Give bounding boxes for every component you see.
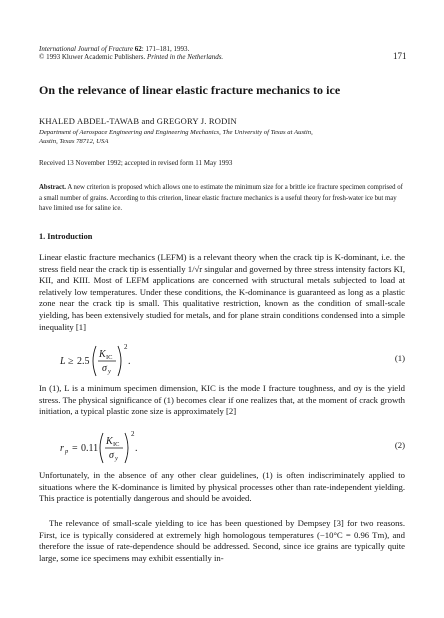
- affiliation-line-1: Department of Aerospace Engineering and Engineering Mechanics, The University of Texas at Austin,: [39, 129, 313, 136]
- author-list: KHALED ABDEL-TAWAB and GREGORY J. RODIN: [39, 116, 237, 126]
- eq2-numerator-sub: IC: [113, 441, 120, 448]
- journal-pages: : 171–181, 1993.: [141, 45, 190, 53]
- section-heading: 1. Introduction: [39, 232, 93, 241]
- equation-1: [0, 339, 444, 379]
- journal-volume: 62: [134, 45, 142, 53]
- eq1-lhs: L: [60, 356, 66, 367]
- copyright-line: [39, 53, 223, 61]
- eq1-numerator: K: [99, 349, 106, 360]
- eq1-denominator: σ: [102, 363, 107, 374]
- affiliation-line-2: Austin, Texas 78712, USA: [39, 138, 109, 145]
- eq2-lhs-sub: p: [65, 448, 69, 455]
- eq2-right-paren: [125, 433, 128, 463]
- article-title: On the relevance of linear elastic fracture mechanics to ice: [39, 83, 341, 97]
- eq2-relation: =: [72, 443, 78, 454]
- eq1-denominator-sub: y: [108, 368, 111, 375]
- eq2-exponent: 2: [131, 430, 135, 438]
- eq1-left-paren: [93, 346, 96, 376]
- paragraph-intro: Linear elastic fracture mechanics (LEFM) is a relevant theory when the crack tip is K-dominant, i.e. the stress field near the crack tip is essentially 1/√r singular and governed by three stress intensity factors KI, KII, and KIII. Most of LEFM applications are concerned with structural metals subjected to load at relatively low temperatures. Under these conditions, the K-dominance is guaranteed as long as a plastic zone near the crack tip is small. This qualitative restriction, known as the condition of small-scale yielding, has been extensively studied for metals, and for plane strain conditions condensed into a simple inequality [1]: [39, 252, 405, 332]
- eq1-exponent: 2: [124, 343, 128, 351]
- paragraph-caution: Unfortunately, in the absence of any other clear guidelines, (1) is often indiscriminately applied to situations where the K-dominance is limited by physical processes other than rate-independent yielding. This practice is potentially dangerous and should be avoided.: [39, 470, 405, 504]
- eq2-denominator-sub: y: [115, 455, 118, 462]
- eq2-lhs: r: [60, 443, 64, 454]
- paragraph-definitions: In (1), L is a minimum specimen dimension, KIC is the mode I fracture toughness, and σy is the yield stress. The physical significance of (1) becomes clear if one realizes that, at the moment of crack growth initiation, a typical plastic zone size is approximately [2]: [39, 383, 405, 417]
- printed-location: Printed in the Netherlands.: [146, 53, 224, 61]
- eq2-numerator: K: [106, 436, 113, 447]
- eq2-denominator: σ: [109, 450, 114, 461]
- equation-2-expression: [58, 426, 188, 466]
- equation-2-number: (2): [394, 440, 405, 450]
- eq1-right-paren: [118, 346, 121, 376]
- eq2-coefficient: 0.11: [81, 443, 99, 454]
- equation-2: [0, 426, 444, 466]
- paragraph-ice-relevance: The relevance of small-scale yielding to ice has been questioned by Dempsey [3] for two reasons. First, ice is typically considered at extremely high homologous temperatures (−10°C = 0.96 Tm), and therefore the issue of rate-dependence should be addressed. Second, since ice grains are typically quite large, some ice specimens may exhibit essentially in-: [39, 518, 405, 563]
- abstract: [39, 183, 405, 215]
- journal-name: International Journal of Fracture: [39, 45, 134, 53]
- abstract-text: A new criterion is proposed which allows one to estimate the minimum size for a brittle ice fracture specimen comprised of a small number of grains. According to this criterion, linear elastic fracture mechanics is a useful theory for fresh-water ice but may have limited use for saline ice.: [39, 184, 403, 212]
- journal-citation: [39, 45, 189, 53]
- equation-1-number: (1): [394, 353, 405, 363]
- eq2-left-paren: [100, 433, 103, 463]
- page-number: 171: [393, 51, 407, 61]
- eq1-relation: ≥: [68, 356, 74, 367]
- abstract-label: Abstract.: [39, 184, 66, 191]
- equation-1-expression: [58, 339, 188, 379]
- received-date: Received 13 November 1992; accepted in revised form 11 May 1993: [39, 159, 233, 167]
- eq1-numerator-sub: IC: [106, 354, 113, 361]
- eq1-terminator: .: [128, 356, 131, 367]
- eq1-coefficient: 2.5: [77, 356, 90, 367]
- eq2-terminator: .: [135, 443, 138, 454]
- copyright-text: © 1993 Kluwer Academic Publishers.: [39, 53, 146, 61]
